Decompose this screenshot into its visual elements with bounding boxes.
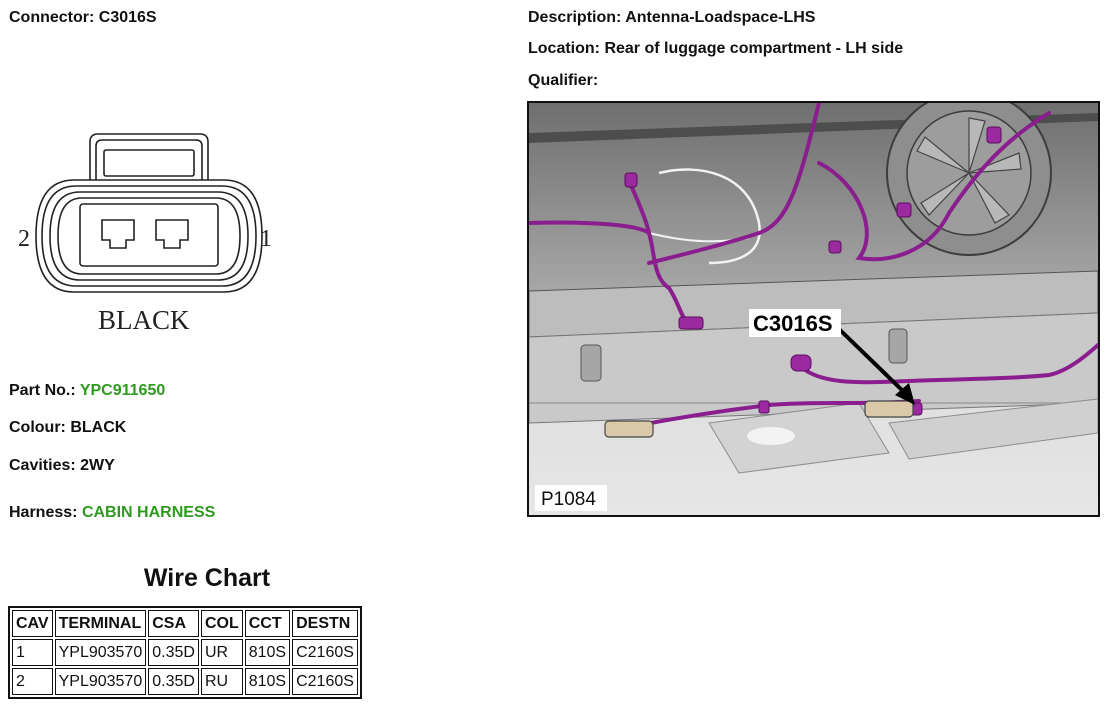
header-cct: CCT xyxy=(245,610,290,637)
wire-chart-title: Wire Chart xyxy=(143,564,271,592)
cell-cav: 1 xyxy=(12,639,53,666)
location-label: Location: xyxy=(528,40,600,57)
cavities-value: 2WY xyxy=(80,457,115,474)
cell-destn: C2160S xyxy=(292,668,358,695)
table-row xyxy=(12,668,358,695)
cell-csa: 0.35D xyxy=(148,639,199,666)
connector-color-label: BLACK xyxy=(98,305,190,335)
photo-callout-label: C3016S xyxy=(753,311,833,336)
cell-terminal: YPL903570 xyxy=(55,668,147,695)
qualifier-row xyxy=(528,72,598,90)
cell-col: RU xyxy=(201,668,243,695)
cavities-row xyxy=(9,457,115,475)
part-no-row xyxy=(9,382,165,400)
connector-label: Connector: xyxy=(9,9,95,26)
cell-csa: 0.35D xyxy=(148,668,199,695)
pin-2-label: 2 xyxy=(18,226,30,252)
wire-chart-header-row xyxy=(12,610,358,637)
cell-terminal: YPL903570 xyxy=(55,639,147,666)
cell-cct: 810S xyxy=(245,668,290,695)
connector-heading xyxy=(9,9,157,27)
description-value: Antenna-Loadspace-LHS xyxy=(625,9,816,26)
location-value: Rear of luggage compartment - LH side xyxy=(604,40,904,57)
location-photo xyxy=(527,101,1100,517)
header-cav: CAV xyxy=(12,610,53,637)
header-destn: DESTN xyxy=(292,610,358,637)
colour-value: BLACK xyxy=(70,419,127,436)
cell-cct: 810S xyxy=(245,639,290,666)
cell-cav: 2 xyxy=(12,668,53,695)
table-row xyxy=(12,639,358,666)
part-no-link[interactable]: YPC911650 xyxy=(79,382,166,399)
colour-label: Colour: xyxy=(9,419,66,436)
cavities-label: Cavities: xyxy=(9,457,76,474)
description-row xyxy=(528,9,815,27)
location-row xyxy=(528,40,903,58)
cell-destn: C2160S xyxy=(292,639,358,666)
colour-row xyxy=(9,419,126,437)
harness-link[interactable]: CABIN HARNESS xyxy=(81,504,216,521)
figure-id-label: P1084 xyxy=(541,489,596,510)
harness-row xyxy=(9,504,215,522)
pin-1-label: 1 xyxy=(260,226,272,252)
header-col: COL xyxy=(201,610,243,637)
cell-col: UR xyxy=(201,639,243,666)
connector-face-diagram xyxy=(14,128,279,343)
connector-value: C3016S xyxy=(98,9,157,26)
wire-chart-table xyxy=(8,606,362,699)
part-no-label: Part No.: xyxy=(9,382,76,399)
header-csa: CSA xyxy=(148,610,199,637)
qualifier-label: Qualifier: xyxy=(528,72,599,89)
description-label: Description: xyxy=(528,9,622,26)
header-terminal: TERMINAL xyxy=(55,610,147,637)
harness-label: Harness: xyxy=(9,504,78,521)
